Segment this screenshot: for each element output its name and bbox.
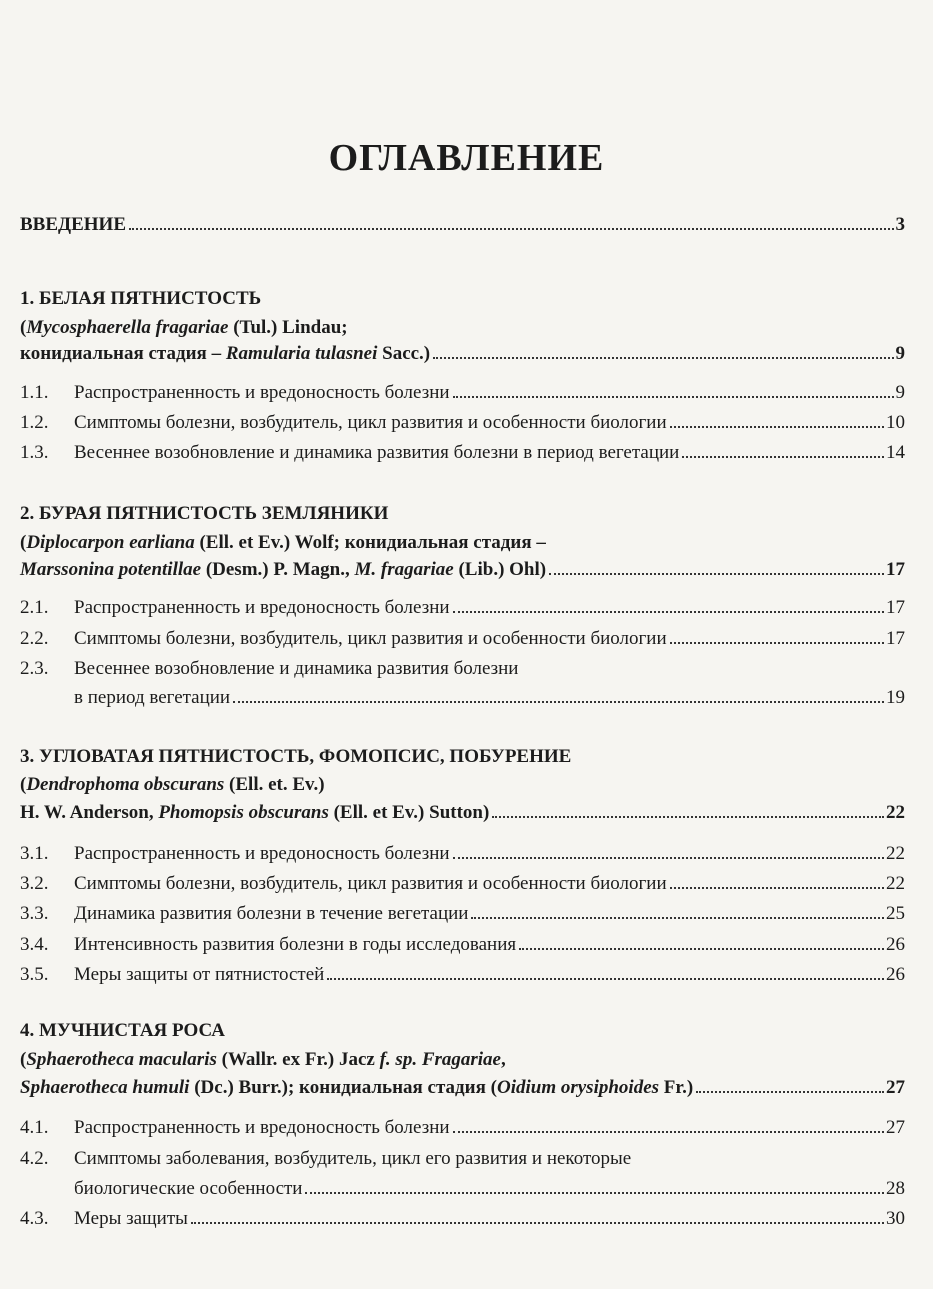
toc-page-number: 30 [886,1208,905,1229]
toc-entry-2-3-line2[interactable]: в период вегетации 19 [74,687,905,708]
toc-entry-4-2-line2[interactable]: биологические особенности 28 [74,1178,905,1199]
toc-entry-text: конидиальная стадия – Ramularia tulasnei Sacc.) [20,343,431,364]
leader-dots [696,1091,884,1093]
toc-entry-2-3-line1[interactable]: 2.3. Весеннее возобновление и динамика развития болезни [20,658,519,679]
leader-dots [492,816,884,818]
toc-entry-section-1[interactable] [20,343,905,365]
toc-entry-3-4[interactable]: 3.4. Интенсивность развития болезни в годы исследования 26 [20,934,905,955]
section-3-subtitle-line1: (Dendrophoma obscurans (Ell. et. Ev.) [20,774,325,795]
toc-page-number: 22 [886,843,905,864]
section-4-subtitle-line1: (Sphaerotheca macularis (Wallr. ex Fr.) Jacz f. sp. Fragariae, [20,1049,506,1070]
leader-dots [682,456,884,458]
toc-page-number: 27 [886,1077,905,1098]
toc-page-number: 17 [886,559,905,580]
toc-entry-2-1[interactable]: 2.1. Распространенность и вредоносность болезни 17 [20,597,905,618]
leader-dots [670,426,884,428]
section-heading-2: 2. БУРАЯ ПЯТНИСТОСТЬ ЗЕМЛЯНИКИ [20,503,389,524]
toc-entry-section-2[interactable] [20,559,905,581]
leader-dots [670,642,884,644]
toc-entry-1-1[interactable]: 1.1. Распространенность и вредоносность болезни 9 [20,382,905,403]
toc-page-number: 3 [895,214,905,235]
leader-dots [519,948,884,950]
toc-page-number: 25 [886,903,905,924]
leader-dots [453,611,884,613]
toc-entry-1-2[interactable]: 1.2. Симптомы болезни, возбудитель, цикл развития и особенности биологии 10 [20,412,905,433]
leader-dots [327,978,884,980]
toc-entry-1-3[interactable]: 1.3. Весеннее возобновление и динамика развития болезни в период вегетации 14 [20,442,905,463]
leader-dots [453,396,894,398]
toc-page-number: 22 [886,802,905,823]
section-2-subtitle-line1: (Diplocarpon earliana (Ell. et Ev.) Wolf; конидиальная стадия – [20,532,546,553]
toc-page-number: 26 [886,964,905,985]
toc-page-number: 14 [886,442,905,463]
leader-dots [471,917,884,919]
leader-dots [670,887,884,889]
leader-dots [433,357,893,359]
toc-page-number: 9 [895,382,905,403]
toc-entry-text: Sphaerotheca humuli (Dc.) Burr.); конидиальная стадия (Oidium orysiphoides Fr.) [20,1077,694,1098]
toc-page-number: 17 [886,628,905,649]
section-heading-4: 4. МУЧНИСТАЯ РОСА [20,1020,226,1041]
toc-page-number: 26 [886,934,905,955]
toc-entry-3-3[interactable]: 3.3. Динамика развития болезни в течение вегетации 25 [20,903,905,924]
leader-dots [453,857,884,859]
toc-page-number: 28 [886,1178,905,1199]
page-title: ОГЛАВЛЕНИЕ [328,137,605,179]
latin-name: Mycosphaerella fragariae [26,317,229,338]
toc-entry-section-4[interactable] [20,1077,905,1099]
leader-dots [191,1222,884,1224]
leader-dots [453,1131,884,1133]
toc-entry-2-2[interactable]: 2.2. Симптомы болезни, возбудитель, цикл развития и особенности биологии 17 [20,628,905,649]
toc-entry-section-3[interactable] [20,802,905,824]
toc-entry-4-3[interactable]: 4.3. Меры защиты 30 [20,1208,905,1229]
section-heading-3: 3. УГЛОВАТАЯ ПЯТНИСТОСТЬ, ФОМОПСИС, ПОБУРЕНИЕ [20,746,572,767]
toc-page-number: 10 [886,412,905,433]
section-1-subtitle-line1: (Mycosphaerella fragariae (Tul.) Lindau; [20,317,348,338]
toc-page-number: 22 [886,873,905,894]
leader-dots [233,701,884,703]
section-heading-1: 1. БЕЛАЯ ПЯТНИСТОСТЬ [20,288,262,309]
toc-entry-3-1[interactable]: 3.1. Распространенность и вредоносность болезни 22 [20,843,905,864]
toc-entry-4-1[interactable]: 4.1. Распространенность и вредоносность болезни 27 [20,1117,905,1138]
toc-entry-3-5[interactable]: 3.5. Меры защиты от пятнистостей 26 [20,964,905,985]
toc-entry-text: ВВЕДЕНИЕ [20,214,126,235]
toc-page-number: 17 [886,597,905,618]
toc-entry-text: Marssonina potentillae (Desm.) P. Magn., M. fragariae (Lib.) Ohl) [20,559,547,580]
toc-page-number: 9 [895,343,905,364]
toc-entry-intro[interactable] [20,214,905,236]
leader-dots [549,573,884,575]
toc-page-number: 27 [886,1117,905,1138]
toc-page-number: 19 [886,687,905,708]
toc-entry-3-2[interactable]: 3.2. Симптомы болезни, возбудитель, цикл развития и особенности биологии 22 [20,873,905,894]
leader-dots [129,228,894,230]
toc-entry-4-2-line1[interactable]: 4.2. Симптомы заболевания, возбудитель, цикл его развития и некоторые [20,1148,632,1169]
toc-entry-text: H. W. Anderson, Phomopsis obscurans (Ell. et Ev.) Sutton) [20,802,490,823]
leader-dots [305,1192,884,1194]
